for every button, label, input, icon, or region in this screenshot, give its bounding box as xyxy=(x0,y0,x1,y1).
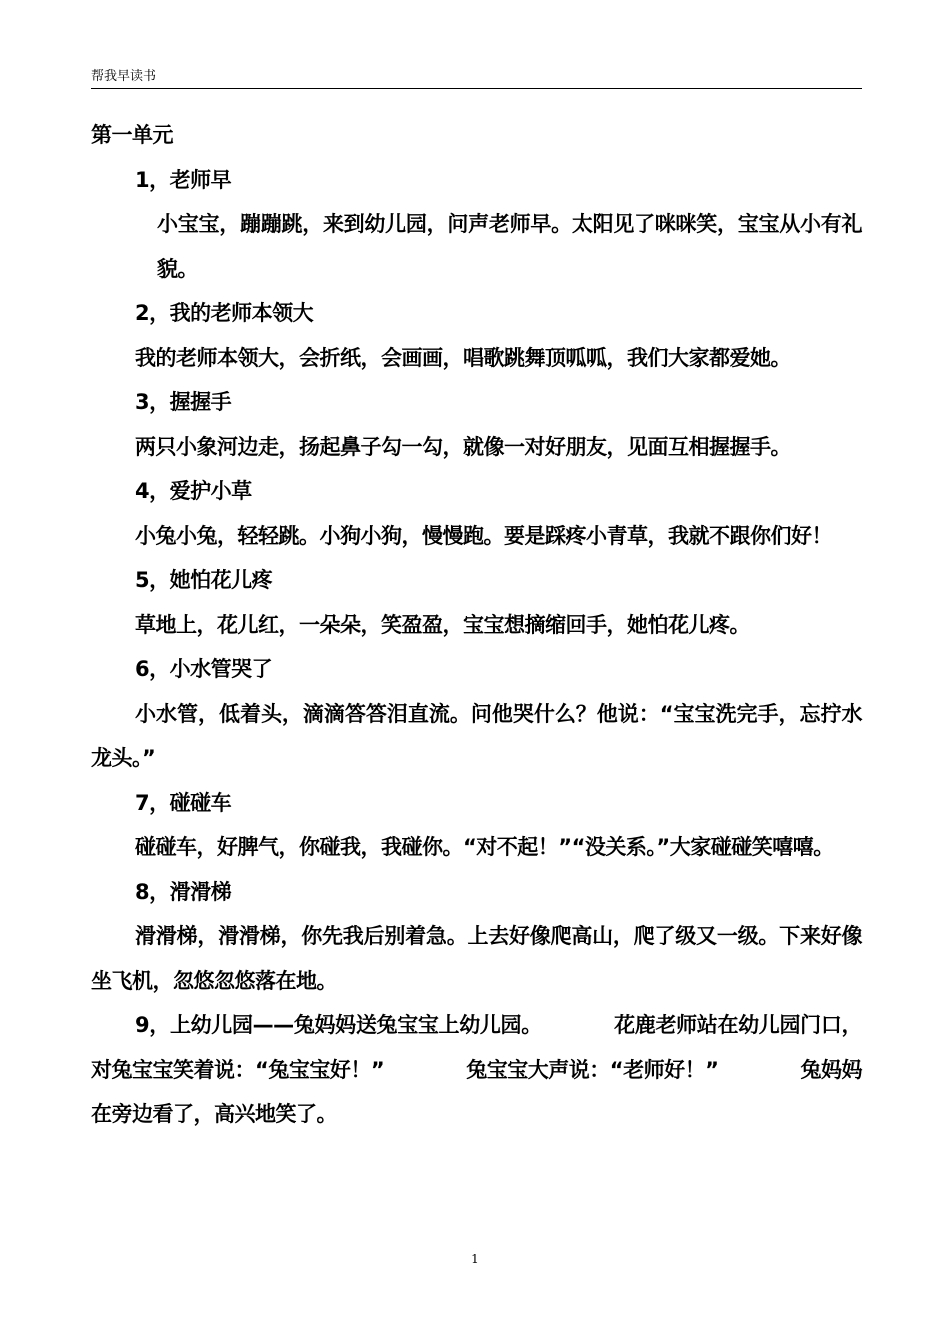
section-heading: 5，她怕花儿疼 xyxy=(135,568,273,592)
section-body: 小宝宝，蹦蹦跳，来到幼儿园，问声老师早。太阳见了咪咪笑，宝宝从小有礼貌。 xyxy=(157,212,862,281)
section-body: 滑滑梯，滑滑梯，你先我后别着急。上去好像爬高山，爬了级又一级。下来好像坐飞机，忽悠忽悠落在地。 xyxy=(91,924,862,993)
section-heading: 6，小水管哭了 xyxy=(135,657,273,681)
section-heading: 1，老师早 xyxy=(135,167,232,192)
section-9-text: 9，上幼儿园——兔妈妈送兔宝宝上幼儿园。 花鹿老师站在幼儿园门口，对兔宝宝笑着说：“兔宝宝好！” 兔宝宝大声说：“老师好！” 兔妈妈在旁边看了，高兴地笑了。 xyxy=(91,1013,862,1126)
section-body: 小水管，低着头，滴滴答答泪直流。问他哭什么？他说：“宝宝洗完手，忘拧水龙头。” xyxy=(91,701,862,770)
header-title: 帮我早读书 xyxy=(91,69,157,84)
section-heading: 2，我的老师本领大 xyxy=(135,301,314,325)
unit-title: 第一单元 xyxy=(91,123,173,147)
section-body: 碰碰车，好脾气，你碰我，我碰你。“对不起！”“没关系。”大家碰碰笑嘻嘻。 xyxy=(135,835,834,859)
section-heading: 3，握握手 xyxy=(135,390,232,414)
section-heading: 7，碰碰车 xyxy=(135,790,232,815)
page-number: 1 xyxy=(471,1252,479,1266)
section-body: 小兔小兔，轻轻跳。小狗小狗，慢慢跑。要是踩疼小青草，我就不跟你们好！ xyxy=(135,523,832,548)
document-body xyxy=(91,113,862,1137)
section-body: 草地上，花儿红，一朵朵，笑盈盈，宝宝想摘缩回手，她怕花儿疼。 xyxy=(135,612,750,637)
section-body: 两只小象河边走，扬起鼻子勾一勾，就像一对好朋友，见面互相握握手。 xyxy=(135,434,791,459)
section-body: 我的老师本领大，会折纸，会画画，唱歌跳舞顶呱呱，我们大家都爱她。 xyxy=(135,345,791,370)
header-divider xyxy=(91,88,862,89)
section-heading: 8，滑滑梯 xyxy=(135,879,232,904)
section-heading: 4，爱护小草 xyxy=(135,479,252,503)
